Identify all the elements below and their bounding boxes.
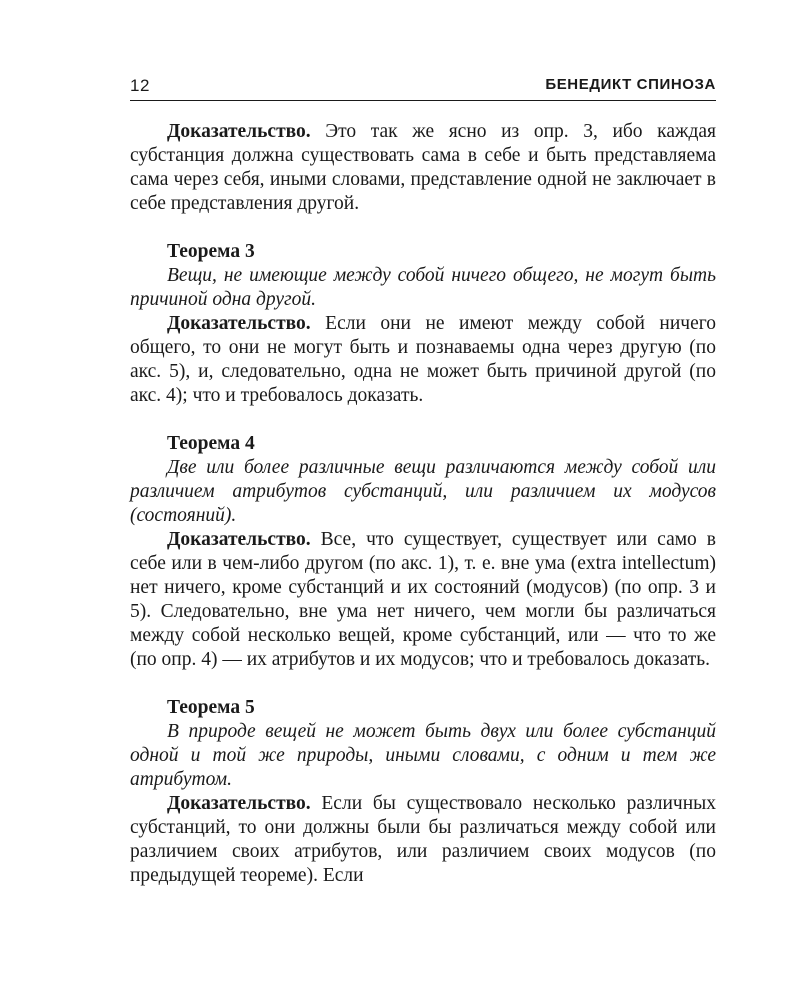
page-header — [130, 76, 716, 101]
proof-text: Это так же ясно из опр. 3, ибо каждая субстанция должна существовать сама в себе и быть представляема сама через себя, иными словами, представление одной не заключает в себе представления другой. — [130, 121, 716, 214]
running-title: БЕНЕДИКТ СПИНОЗА — [545, 76, 716, 93]
proof-paragraph — [130, 792, 716, 888]
page-body — [130, 120, 716, 888]
proof-label: Доказательство. — [167, 313, 311, 334]
theorem-title: Теорема 4 — [167, 433, 255, 454]
page-number: 12 — [130, 76, 150, 95]
proof-paragraph — [130, 120, 716, 216]
theorem-title: Теорема 5 — [167, 697, 255, 718]
theorem-statement: Вещи, не имеющие между собой ничего общего, не могут быть причиной одна другой. — [130, 265, 716, 310]
proof-paragraph — [130, 528, 716, 672]
proof-label: Доказательство. — [167, 529, 311, 550]
proof-label: Доказательство. — [167, 793, 311, 814]
theorem-statement: В природе вещей не может быть двух или более субстанций одной и той же природы, иными словами, с одним и тем же атрибутом. — [130, 721, 716, 790]
theorem-statement: Две или более различные вещи различаются между собой или различием атрибутов субстанций, или различием их модусов (состояний). — [130, 457, 716, 526]
proof-text: Если они не имеют между собой ничего общего, то они не могут быть и познаваемы одна через другую (по акс. 5), и, следовательно, одна не может быть причиной другой (по акс. 4); что и требовалось доказать. — [130, 313, 716, 406]
proof-text: Если бы существовало несколько различных субстанций, то они должны были бы различаться между собой или различием своих атрибутов, или различием своих модусов (по предыдущей теореме). Если — [130, 793, 716, 886]
theorem-title: Теорема 3 — [167, 241, 255, 262]
proof-text: Все, что существует, существует или само в себе или в чем-либо другом (по акс. 1), т. е. вне ума (extra intellectum) нет ничего, кроме субстанций и их состояний (модусов) (по опр. 3 и 5). Следовательно, вне ума нет ничего, чем могли бы различаться между собой несколько вещей, кроме субстанций, или — что то же (по опр. 4) — их атрибутов и их модусов; что и требовалось доказать. — [130, 529, 716, 670]
proof-paragraph — [130, 312, 716, 408]
proof-label: Доказательство. — [167, 121, 311, 142]
